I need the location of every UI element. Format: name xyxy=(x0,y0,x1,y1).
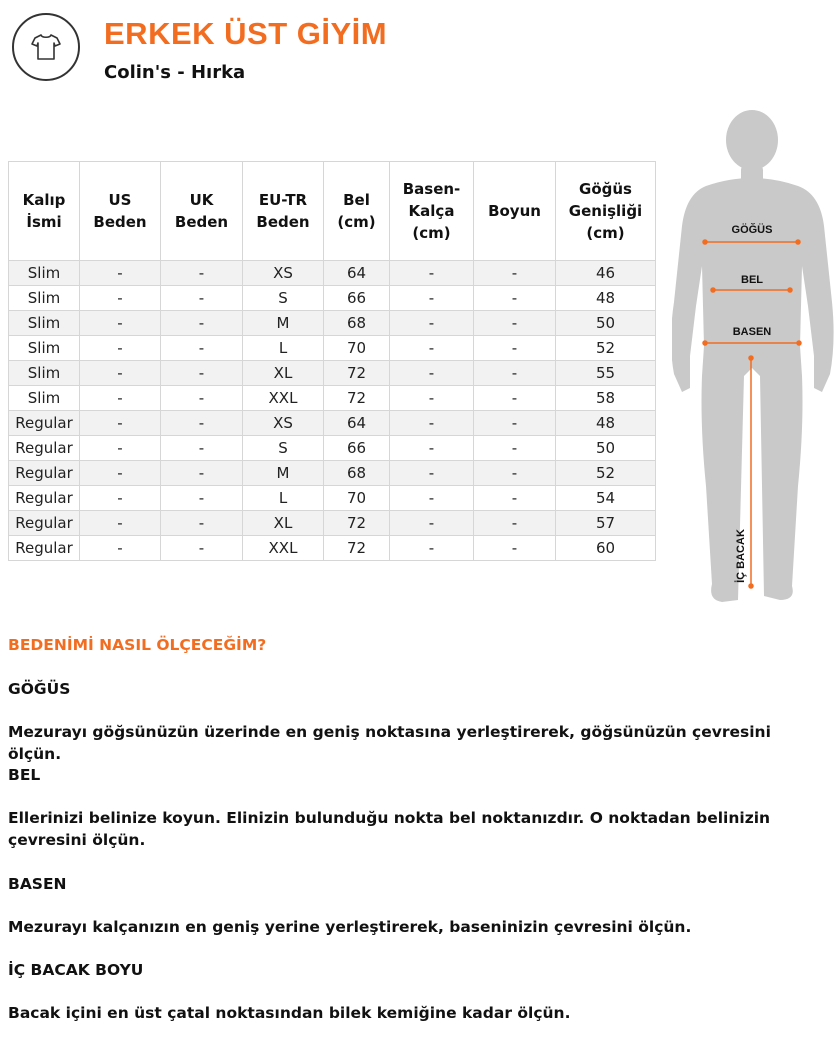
table-cell: S xyxy=(243,436,324,461)
hip-title: BASEN xyxy=(8,875,67,893)
table-cell: 68 xyxy=(324,311,390,336)
table-cell: XL xyxy=(243,361,324,386)
table-cell: Slim xyxy=(9,386,80,411)
table-cell: Regular xyxy=(9,411,80,436)
table-cell: Slim xyxy=(9,336,80,361)
table-row xyxy=(9,436,656,461)
table-cell: - xyxy=(161,511,243,536)
table-cell: - xyxy=(390,286,474,311)
column-header-line: Boyun xyxy=(488,202,541,220)
inseam-text: Bacak içini en üst çatal noktasından bilek kemiğine kadar ölçün. xyxy=(8,1004,571,1022)
table-cell: - xyxy=(474,536,556,561)
table-cell: - xyxy=(161,536,243,561)
table-cell: 48 xyxy=(556,411,656,436)
column-header xyxy=(243,162,324,261)
table-cell: Regular xyxy=(9,436,80,461)
table-cell: Regular xyxy=(9,511,80,536)
table-cell: - xyxy=(474,361,556,386)
table-cell: 48 xyxy=(556,286,656,311)
table-cell: S xyxy=(243,286,324,311)
table-cell: 72 xyxy=(324,511,390,536)
table-cell: - xyxy=(474,311,556,336)
table-cell: - xyxy=(474,486,556,511)
size-table xyxy=(8,161,656,561)
table-cell: 64 xyxy=(324,261,390,286)
column-header-line: Basen- xyxy=(402,180,461,198)
column-header-line: Bel xyxy=(343,191,370,209)
table-row xyxy=(9,386,656,411)
table-cell: 72 xyxy=(324,361,390,386)
table-cell: 57 xyxy=(556,511,656,536)
table-cell: - xyxy=(390,461,474,486)
table-row xyxy=(9,411,656,436)
table-cell: L xyxy=(243,336,324,361)
table-cell: 72 xyxy=(324,536,390,561)
table-cell: - xyxy=(390,311,474,336)
hip-label: BASEN xyxy=(732,326,772,338)
table-cell: XS xyxy=(243,261,324,286)
column-header-line: İsmi xyxy=(26,213,62,231)
table-cell: Regular xyxy=(9,461,80,486)
table-cell: Slim xyxy=(9,261,80,286)
guide-heading: BEDENİMİ NASIL ÖLÇECEĞİM? xyxy=(8,636,267,654)
column-header-line: Beden xyxy=(256,213,310,231)
table-cell: - xyxy=(474,511,556,536)
waist-text: Ellerinizi belinize koyun. Elinizin bulunduğu nokta bel noktanızdır. O noktadan belinizin çevresini ölçün. xyxy=(8,809,771,849)
table-cell: XXL xyxy=(243,386,324,411)
table-cell: - xyxy=(474,336,556,361)
column-header xyxy=(556,162,656,261)
body-measurement-figure xyxy=(672,106,840,606)
table-cell: - xyxy=(161,261,243,286)
table-cell: - xyxy=(161,336,243,361)
table-cell: 50 xyxy=(556,436,656,461)
table-row xyxy=(9,286,656,311)
table-row xyxy=(9,486,656,511)
table-cell: 72 xyxy=(324,386,390,411)
inseam-title: İÇ BACAK BOYU xyxy=(8,961,144,979)
table-cell: - xyxy=(161,486,243,511)
tshirt-icon xyxy=(12,13,80,81)
table-cell: - xyxy=(474,386,556,411)
table-cell: XXL xyxy=(243,536,324,561)
table-cell: XS xyxy=(243,411,324,436)
table-cell: Regular xyxy=(9,536,80,561)
column-header-line: Göğüs xyxy=(579,180,632,198)
column-header-line: UK xyxy=(189,191,214,209)
table-cell: - xyxy=(474,411,556,436)
table-cell: - xyxy=(161,311,243,336)
table-cell: 66 xyxy=(324,436,390,461)
column-header-line: Genişliği xyxy=(568,202,643,220)
chest-label: GÖĞÜS xyxy=(731,224,773,236)
column-header xyxy=(324,162,390,261)
column-header-line: Beden xyxy=(174,213,229,231)
column-header-line: (cm) xyxy=(586,224,625,242)
table-cell: - xyxy=(80,286,161,311)
table-cell: - xyxy=(161,286,243,311)
table-cell: 52 xyxy=(556,461,656,486)
table-cell: 50 xyxy=(556,311,656,336)
column-header-line: Kalıp xyxy=(22,191,66,209)
table-cell: - xyxy=(474,436,556,461)
table-header-row xyxy=(9,162,656,261)
table-cell: - xyxy=(390,486,474,511)
column-header-line: EU-TR xyxy=(258,191,308,209)
table-cell: 70 xyxy=(324,336,390,361)
table-cell: - xyxy=(390,261,474,286)
table-cell: - xyxy=(80,261,161,286)
table-cell: - xyxy=(161,386,243,411)
table-cell: - xyxy=(80,411,161,436)
table-cell: - xyxy=(474,461,556,486)
table-cell: 46 xyxy=(556,261,656,286)
column-header-line: US xyxy=(108,191,132,209)
table-cell: - xyxy=(390,411,474,436)
table-cell: 66 xyxy=(324,286,390,311)
table-cell: 52 xyxy=(556,336,656,361)
table-cell: Slim xyxy=(9,361,80,386)
column-header xyxy=(161,162,243,261)
table-cell: - xyxy=(80,436,161,461)
table-cell: L xyxy=(243,486,324,511)
table-cell: Slim xyxy=(9,286,80,311)
table-cell: - xyxy=(161,411,243,436)
table-cell: - xyxy=(80,536,161,561)
table-body xyxy=(9,261,656,561)
table-cell: - xyxy=(161,361,243,386)
table-cell: - xyxy=(390,511,474,536)
table-cell: - xyxy=(161,461,243,486)
column-header xyxy=(80,162,161,261)
table-cell: - xyxy=(390,386,474,411)
table-cell: 54 xyxy=(556,486,656,511)
table-cell: M xyxy=(243,311,324,336)
table-cell: - xyxy=(80,361,161,386)
table-cell: - xyxy=(390,336,474,361)
table-cell: 68 xyxy=(324,461,390,486)
table-row xyxy=(9,361,656,386)
table-row xyxy=(9,511,656,536)
table-row xyxy=(9,261,656,286)
table-cell: - xyxy=(80,461,161,486)
table-cell: - xyxy=(474,286,556,311)
table-cell: - xyxy=(161,436,243,461)
column-header-line: (cm) xyxy=(412,224,451,242)
table-cell: - xyxy=(80,386,161,411)
table-cell: - xyxy=(390,361,474,386)
table-cell: 58 xyxy=(556,386,656,411)
table-row xyxy=(9,311,656,336)
table-row xyxy=(9,536,656,561)
table-cell: XL xyxy=(243,511,324,536)
inseam-label: İÇ BACAK xyxy=(735,529,747,583)
table-cell: 70 xyxy=(324,486,390,511)
table-row xyxy=(9,461,656,486)
table-cell: - xyxy=(80,486,161,511)
page-title: ERKEK ÜST GİYİM xyxy=(104,16,388,51)
table-cell: - xyxy=(474,261,556,286)
table-cell: Regular xyxy=(9,486,80,511)
table-row xyxy=(9,336,656,361)
column-header-line: Beden xyxy=(93,213,147,231)
column-header-line: Kalça xyxy=(408,202,455,220)
column-header xyxy=(474,162,556,261)
waist-title: BEL xyxy=(8,766,41,784)
column-header xyxy=(390,162,474,261)
table-cell: - xyxy=(80,511,161,536)
column-header-line: (cm) xyxy=(337,213,376,231)
table-cell: 60 xyxy=(556,536,656,561)
chest-title: GÖĞÜS xyxy=(8,680,71,698)
column-header xyxy=(9,162,80,261)
hip-text: Mezurayı kalçanızın en geniş yerine yerleştirerek, baseninizin çevresini ölçün. xyxy=(8,918,692,936)
table-cell: 64 xyxy=(324,411,390,436)
table-cell: - xyxy=(80,311,161,336)
table-cell: - xyxy=(80,336,161,361)
table-cell: M xyxy=(243,461,324,486)
table-cell: - xyxy=(390,536,474,561)
chest-text: Mezurayı göğsünüzün üzerinde en geniş noktasına yerleştirerek, göğsünüzün çevresini ölçün. xyxy=(8,723,771,763)
product-subtitle: Colin's - Hırka xyxy=(104,62,246,83)
table-cell: Slim xyxy=(9,311,80,336)
table-cell: 55 xyxy=(556,361,656,386)
waist-label: BEL xyxy=(741,274,763,286)
table-cell: - xyxy=(390,436,474,461)
